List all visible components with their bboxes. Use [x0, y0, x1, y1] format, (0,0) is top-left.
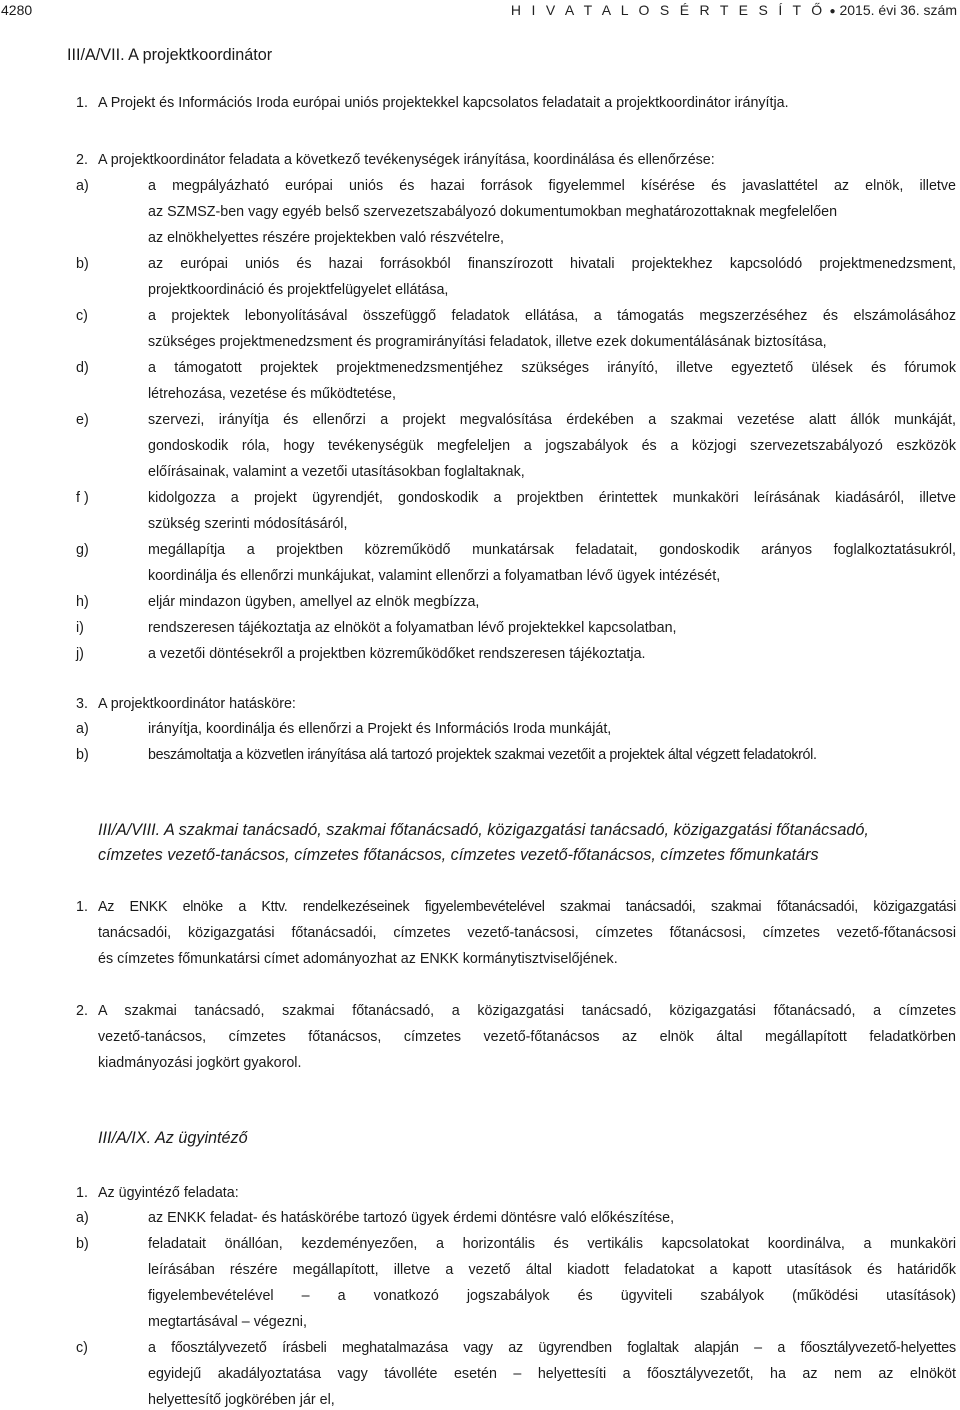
item-label: b) — [76, 1236, 89, 1252]
item-label: c) — [76, 1340, 88, 1356]
item-text: koordinálja és ellenőrzi munkájukat, valamint ellenőrzi a folyamatban lévő ügyek intézését, — [148, 568, 721, 584]
item-text: a főosztályvezető írásbeli meghatalmazása vagy az ügyrendben foglaltak alapján – a főosztályvezető-helyettes — [148, 1340, 956, 1356]
item-text: szervezi, irányítja és ellenőrzi a projekt megvalósítása érdekében a szakmai vezetése alatt állók munkáját, — [148, 412, 956, 428]
page-header — [0, 2, 960, 22]
item-text: szükség szerinti módosításáról, — [148, 516, 348, 532]
item-text: megállapítja a projektben közreműködő munkatársak feladatait, gondoskodik arányos foglalkoztatásukról, — [148, 542, 956, 558]
item-text: előírásainak, valamint a vezetői utasításokban foglaltaknak, — [148, 464, 525, 480]
point-number: 1. — [76, 95, 88, 111]
item-text: megtartásával – végezni, — [148, 1314, 307, 1330]
point-text: kiadmányozási jogkört gyakorol. — [98, 1055, 302, 1071]
item-text: gondoskodik róla, hogy tevékenységük megfeleljen a jogszabályok és a közjogi szervezetszabályozó eszközök — [148, 438, 956, 454]
point-text: tanácsadói, közigazgatási főtanácsadói, címzetes vezető-tanácsosi, címzetes főtanácsosi, címzetes vezető-főtanácsosi — [98, 925, 956, 941]
item-label: d) — [76, 360, 89, 376]
issue-label: 2015. évi 36. szám — [839, 2, 957, 18]
item-text: az ENKK feladat- és hatáskörébe tartozó ügyek érdemi döntésre való előkészítése, — [148, 1210, 675, 1226]
point-text: és címzetes főmunkatársi címet adományozhat az ENKK kormánytisztviselőjének. — [98, 951, 618, 967]
item-text: beszámoltatja a közvetlen irányítása alá tartozó projektek szakmai vezetőit a projektek által végzett feladatokról. — [148, 747, 817, 763]
bullet-separator: ● — [829, 6, 836, 17]
item-text: figyelembevételével – a vonatkozó jogszabályok és ügyviteli szabályok (működési utasítások) — [148, 1288, 956, 1304]
item-text: leírásában részére megállapított, illetve a vezető által kiadott feladatokat a kapott utasítások és határidők — [148, 1262, 956, 1278]
item-label: b) — [76, 747, 89, 763]
item-text: helyettesítő jogkörében jár el, — [148, 1392, 335, 1408]
item-label: e) — [76, 412, 89, 428]
section-heading: III/A/VIII. A szakmai tanácsadó, szakmai főtanácsadó, közigazgatási tanácsadó, közigazgatási főtanácsadó, — [98, 821, 869, 839]
item-text: projektkoordináció és projektfelügyelet ellátása, — [148, 282, 449, 298]
point-text: A projektkoordinátor hatásköre: — [98, 696, 296, 712]
item-label: c) — [76, 308, 88, 324]
item-text: a támogatott projektek projektmenedzsmentjéhez szükséges irányító, illetve egyeztető ülések és fórumok — [148, 360, 956, 376]
item-label: b) — [76, 256, 89, 272]
section-heading: III/A/VII. A projektkoordinátor — [67, 46, 273, 64]
item-text: egyidejű akadályoztatása vagy távolléte esetén – helyettesíti a főosztályvezetőt, ha az nem az elnököt — [148, 1366, 956, 1382]
item-text: létrehozása, vezetése és működtetése, — [148, 386, 396, 402]
point-number: 1. — [76, 899, 88, 915]
point-text: A szakmai tanácsadó, szakmai főtanácsadó, a közigazgatási tanácsadó, közigazgatási főtanácsadó, a címzetes — [98, 1003, 956, 1019]
item-text: irányítja, koordinálja és ellenőrzi a Projekt és Információs Iroda munkáját, — [148, 721, 612, 737]
item-text: szükséges projektmenedzsment és programirányítási feladatok, illetve ezek dokumentálásának biztosítása, — [148, 334, 827, 350]
item-text: kidolgozza a projekt ügyrendjét, gondoskodik a projektben érintettek munkaköri leírásának kiadásáról, illetve — [148, 490, 956, 506]
item-label: a) — [76, 721, 89, 737]
point-text: Az ügyintéző feladata: — [98, 1185, 239, 1201]
item-label: a) — [76, 178, 89, 194]
item-label: i) — [76, 620, 84, 636]
item-text: az európai uniós és hazai forrásokból finanszírozott hivatali projektekhez kapcsolódó projektmenedzsment, — [148, 256, 956, 272]
item-text: eljár mindazon ügyben, amellyel az elnök megbízza, — [148, 594, 480, 610]
item-label: h) — [76, 594, 89, 610]
point-text: A projektkoordinátor feladata a következő tevékenységek irányítása, koordinálása és ellenőrzése: — [98, 152, 715, 168]
page-number: 4280 — [1, 2, 33, 18]
section-heading: III/A/IX. Az ügyintéző — [98, 1129, 248, 1147]
item-text: a projektek lebonyolításával összefüggő feladatok ellátása, a támogatás megszerzéséhez és elszámolásához — [148, 308, 956, 324]
point-number: 2. — [76, 1003, 88, 1019]
item-label: a) — [76, 1210, 89, 1226]
item-text: feladatait önállóan, kezdeményezően, a horizontális és vertikális kapcsolatokat koordinálva, a munkaköri — [148, 1236, 956, 1252]
point-text: A Projekt és Információs Iroda európai uniós projektekkel kapcsolatos feladatait a projektkoordinátor irányítja. — [98, 95, 789, 111]
point-text: vezető-tanácsos, címzetes főtanácsos, címzetes vezető-főtanácsos az elnök által megállapított feladatkörben — [98, 1029, 956, 1045]
section-heading: címzetes vezető-tanácsos, címzetes főtanácsos, címzetes vezető-főtanácsos, címzetes főmunkatárs — [98, 846, 819, 864]
point-number: 2. — [76, 152, 88, 168]
point-text: Az ENKK elnöke a Kttv. rendelkezéseinek figyelembevételével szakmai tanácsadói, szakmai főtanácsadói, közigazgatási — [98, 899, 956, 915]
journal-title: H I V A T A L O S É R T E S Í T Ő — [510, 2, 826, 18]
point-number: 3. — [76, 696, 88, 712]
item-text: rendszeresen tájékoztatja az elnököt a folyamatban lévő projektekkel kapcsolatban, — [148, 620, 677, 636]
item-label: f ) — [76, 490, 89, 506]
item-label: g) — [76, 542, 89, 558]
item-label: j) — [76, 646, 84, 662]
item-text: az elnökhelyettes részére projektekben való részvételre, — [148, 230, 505, 246]
item-text: az SZMSZ-ben vagy egyéb belső szervezetszabályozó dokumentumokban meghatározottaknak megfelelően — [148, 204, 838, 220]
item-text: a vezetői döntésekről a projektben közreműködőket rendszeresen tájékoztatja. — [148, 646, 646, 662]
point-number: 1. — [76, 1185, 88, 1201]
journal-header — [511, 2, 957, 18]
item-text: a megpályázható európai uniós és hazai források figyelemmel kísérése és javaslattétel az elnök, illetve — [148, 178, 956, 194]
